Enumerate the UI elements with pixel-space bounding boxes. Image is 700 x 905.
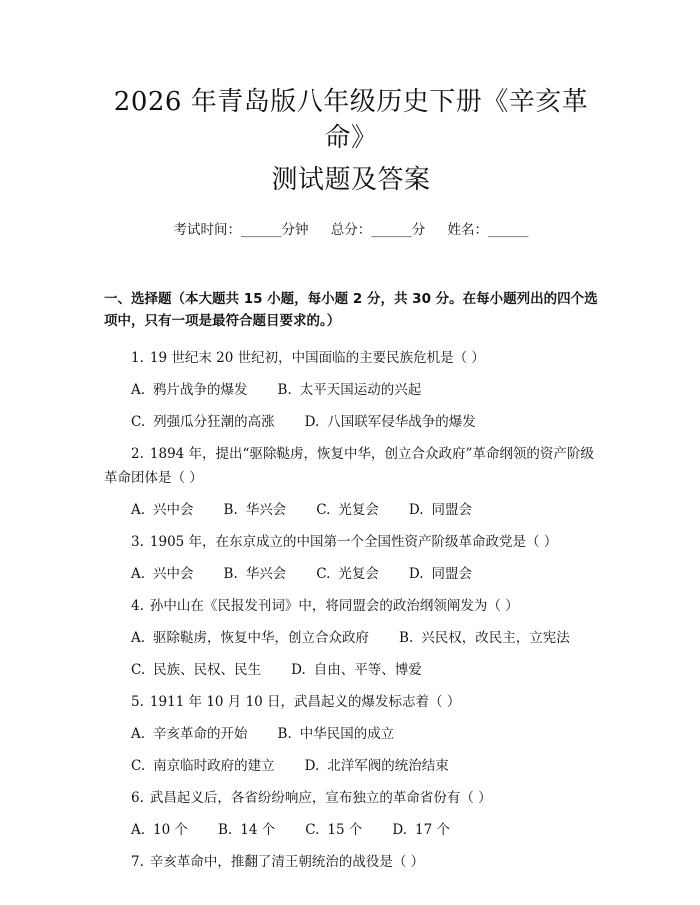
- question-text: 孙中山在《民报发刊词》中，将同盟会的政治纲领阐发为（ ）: [149, 598, 519, 614]
- question-number: 1.: [131, 350, 144, 366]
- option-text: 列强瓜分狂潮的高涨: [153, 414, 275, 430]
- option-text: 鸦片战争的爆发: [153, 382, 248, 398]
- option-row: [104, 562, 598, 586]
- option-text: 光复会: [338, 502, 379, 518]
- question-stem: [104, 594, 598, 618]
- question-stem: [104, 786, 598, 810]
- question-1: [104, 346, 598, 434]
- question-text: 1911 年 10 月 10 日，武昌起义的爆发标志着（ ）: [149, 694, 461, 710]
- question-text: 辛亥革命中，推翻了清王朝统治的战役是（ ）: [149, 854, 425, 870]
- question-number: 6.: [131, 790, 144, 806]
- option-text: 兴民权，改民主，立宪法: [421, 630, 570, 646]
- option-a: [131, 566, 194, 582]
- option-row: [104, 498, 598, 522]
- option-d: [392, 822, 450, 838]
- option-letter: B.: [218, 822, 233, 838]
- option-letter: A.: [131, 726, 146, 742]
- option-b: [278, 726, 395, 742]
- question-number: 7.: [131, 854, 144, 870]
- question-number: 3.: [131, 534, 144, 550]
- question-stem: [104, 346, 598, 370]
- option-letter: B.: [277, 382, 292, 398]
- document-title: [104, 0, 598, 198]
- option-text: 中华民国的成立: [299, 726, 395, 742]
- option-row: [104, 722, 598, 746]
- option-text: 同盟会: [431, 502, 473, 518]
- question-stem: [104, 442, 598, 490]
- option-letter: A.: [131, 502, 146, 518]
- title-line-1: 2026 年青岛版八年级历史下册《辛亥革命》: [113, 87, 589, 153]
- option-letter: D.: [392, 822, 407, 838]
- exam-time-field: 考试时间：______分钟: [173, 222, 309, 238]
- question-text: 1894 年，提出“驱除鞑虏，恢复中华，创立合众政府”革命纲领的资产阶级革命团体是（ ）: [104, 446, 594, 486]
- option-letter: C.: [316, 502, 331, 518]
- title-line-2: 测试题及答案: [271, 165, 431, 195]
- option-c: [131, 758, 275, 774]
- option-letter: C.: [316, 566, 331, 582]
- option-letter: D.: [408, 502, 424, 518]
- option-text: 辛亥革命的开始: [153, 726, 248, 742]
- option-text: 自由、平等、博爱: [313, 662, 422, 678]
- option-c: [131, 414, 275, 430]
- option-b: [399, 630, 570, 646]
- option-b: [278, 382, 422, 398]
- option-letter: A.: [131, 566, 146, 582]
- option-text: 同盟会: [431, 566, 473, 582]
- option-text: 兴中会: [153, 566, 194, 582]
- option-letter: B.: [277, 726, 292, 742]
- option-letter: A.: [131, 822, 146, 838]
- option-letter: B.: [399, 630, 414, 646]
- option-text: 兴中会: [153, 502, 194, 518]
- option-text: 北洋军阀的统治结束: [327, 758, 449, 774]
- option-d: [305, 414, 476, 430]
- option-row: [104, 378, 598, 402]
- question-number: 4.: [131, 598, 144, 614]
- option-text: 南京临时政府的建立: [153, 758, 275, 774]
- option-text: 10 个: [153, 822, 189, 838]
- option-text: 14 个: [240, 822, 276, 838]
- option-text: 17 个: [415, 822, 450, 838]
- option-row: [104, 626, 598, 650]
- option-letter: C.: [131, 662, 146, 678]
- question-number: 2.: [131, 446, 144, 462]
- exam-name-field: 姓名：______: [447, 222, 529, 238]
- question-stem: [104, 690, 598, 714]
- exam-info: [104, 220, 598, 240]
- option-letter: A.: [131, 382, 146, 398]
- option-row: [104, 658, 598, 682]
- option-b: [224, 502, 287, 518]
- option-c: [131, 662, 261, 678]
- option-letter: C.: [131, 414, 146, 430]
- question-4: [104, 594, 598, 682]
- question-6: [104, 786, 598, 842]
- option-c: [316, 566, 379, 582]
- option-letter: D.: [304, 414, 320, 430]
- option-row: [104, 754, 598, 778]
- option-text: 光复会: [338, 566, 379, 582]
- section-heading-choice: 一、选择题（本大题共 15 小题，每小题 2 分，共 30 分。在每小题列出的四个选项中，只有一项是最符合题目要求的。）: [104, 291, 598, 329]
- option-letter: D.: [408, 566, 424, 582]
- question-7: [104, 850, 598, 874]
- question-text: 19 世纪末 20 世纪初，中国面临的主要民族危机是（ ）: [149, 350, 485, 366]
- option-text: 华兴会: [245, 502, 287, 518]
- question-stem: [104, 530, 598, 554]
- option-text: 15 个: [327, 822, 363, 838]
- option-c: [316, 502, 379, 518]
- option-c: [305, 822, 362, 838]
- question-5: [104, 690, 598, 778]
- question-list: [104, 346, 598, 874]
- option-letter: D.: [291, 662, 306, 678]
- option-text: 八国联军侵华战争的爆发: [327, 414, 476, 430]
- option-d: [409, 502, 472, 518]
- exam-score-field: 总分：______分: [330, 222, 426, 238]
- option-letter: D.: [304, 758, 320, 774]
- option-letter: B.: [223, 502, 238, 518]
- option-text: 华兴会: [245, 566, 287, 582]
- option-letter: C.: [305, 822, 320, 838]
- question-stem: [104, 850, 598, 874]
- question-text: 武昌起义后，各省纷纷响应，宣布独立的革命省份有（ ）: [149, 790, 492, 806]
- option-row: [104, 818, 598, 842]
- option-b: [218, 822, 275, 838]
- option-letter: C.: [131, 758, 146, 774]
- option-text: 民族、民权、民生: [153, 662, 262, 678]
- option-letter: A.: [131, 630, 146, 646]
- option-d: [291, 662, 422, 678]
- option-text: 驱除鞑虏，恢复中华，创立合众政府: [153, 630, 370, 646]
- option-letter: B.: [223, 566, 238, 582]
- option-a: [131, 822, 188, 838]
- option-d: [305, 758, 449, 774]
- option-b: [224, 566, 287, 582]
- question-text: 1905 年，在东京成立的中国第一个全国性资产阶级革命政党是（ ）: [149, 534, 558, 550]
- option-a: [131, 630, 369, 646]
- option-d: [409, 566, 472, 582]
- option-a: [131, 382, 248, 398]
- question-2: [104, 442, 598, 522]
- option-text: 太平天国运动的兴起: [299, 382, 422, 398]
- question-3: [104, 530, 598, 586]
- option-a: [131, 502, 194, 518]
- option-a: [131, 726, 248, 742]
- question-number: 5.: [131, 694, 144, 710]
- option-row: [104, 410, 598, 434]
